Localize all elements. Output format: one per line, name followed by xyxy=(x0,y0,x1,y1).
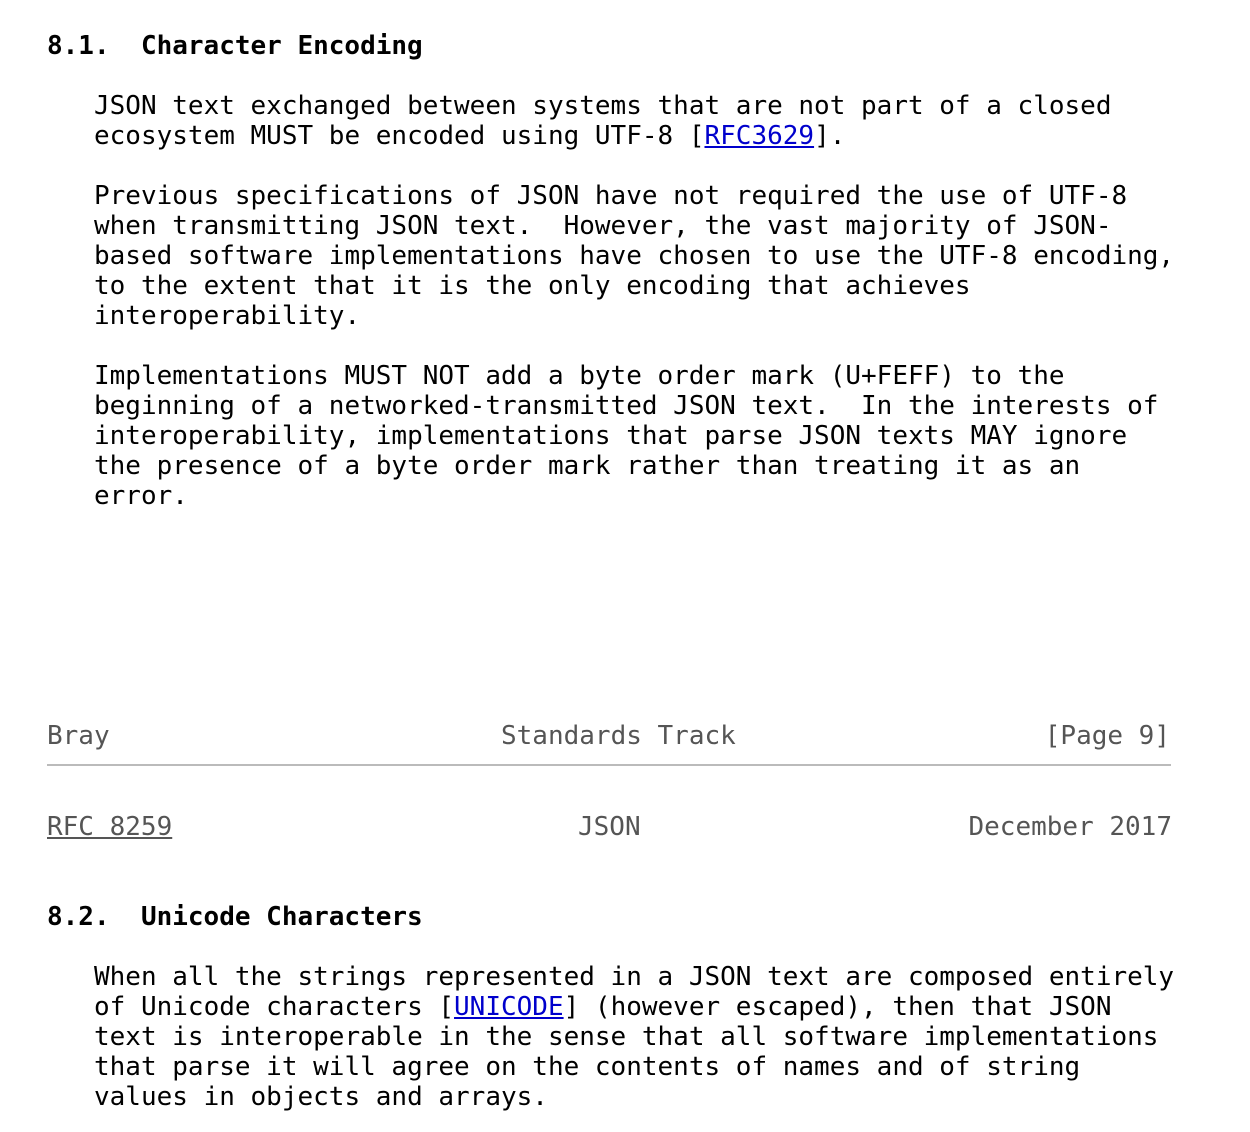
text-line: beginning of a networked-transmitted JSON text. In the interests of xyxy=(94,391,1159,421)
section-title: Character Encoding xyxy=(140,31,423,61)
text-line: the presence of a byte order mark rather than treating it as an xyxy=(94,451,1081,481)
text-line xyxy=(94,992,1174,1022)
text-line: error. xyxy=(94,481,188,511)
section-8-1-heading xyxy=(47,31,423,61)
header-rfc xyxy=(47,812,172,842)
paragraph-byte-order-mark xyxy=(94,361,1158,511)
section-8-2-heading xyxy=(47,902,423,932)
text-line: based software implementations have chosen to use the UTF-8 encoding, xyxy=(94,241,1175,271)
text-line: to the extent that it is the only encoding that achieves xyxy=(94,271,971,301)
text-fragment: of Unicode characters [ xyxy=(94,992,455,1022)
text-line: interoperability. xyxy=(94,301,361,331)
section-number: 8.2. xyxy=(47,902,110,932)
section-number: 8.1. xyxy=(47,31,110,61)
text-line: Implementations MUST NOT add a byte order mark (U+FEFF) to the xyxy=(94,361,1065,391)
page-break-rule xyxy=(47,764,1171,766)
text-fragment: ] (however escaped), then that JSON xyxy=(563,992,1112,1022)
text-line: that parse it will agree on the contents of names and of string xyxy=(94,1052,1081,1082)
text-line: JSON text exchanged between systems that are not part of a closed xyxy=(94,91,1112,121)
paragraph-unicode-characters xyxy=(94,962,1174,1112)
paragraph-previous-specifications xyxy=(94,181,1174,331)
rfc-8259-link[interactable]: RFC 8259 xyxy=(47,812,173,842)
header-title: JSON xyxy=(578,812,641,842)
text-line: values in objects and arrays. xyxy=(94,1082,548,1112)
text-line: Previous specifications of JSON have not required the use of UTF-8 xyxy=(94,181,1128,211)
text-line: when transmitting JSON text. However, the vast majority of JSON- xyxy=(94,211,1112,241)
rfc3629-reference-link[interactable]: RFC3629 xyxy=(704,121,815,151)
text-line: When all the strings represented in a JSON text are composed entirely xyxy=(94,962,1175,992)
footer-author: Bray xyxy=(47,721,110,751)
footer-page-number: [Page 9] xyxy=(1044,721,1170,751)
text-fragment: ecosystem MUST be encoded using UTF-8 [ xyxy=(94,121,705,151)
paragraph-encoding-requirement xyxy=(94,91,1111,151)
header-date: December 2017 xyxy=(968,812,1172,842)
text-line: text is interoperable in the sense that all software implementations xyxy=(94,1022,1159,1052)
section-title: Unicode Characters xyxy=(140,902,423,932)
unicode-reference-link[interactable]: UNICODE xyxy=(454,992,564,1022)
text-fragment: ]. xyxy=(814,121,846,151)
footer-track: Standards Track xyxy=(501,721,736,751)
text-line xyxy=(94,121,1111,151)
text-line: interoperability, implementations that parse JSON texts MAY ignore xyxy=(94,421,1128,451)
